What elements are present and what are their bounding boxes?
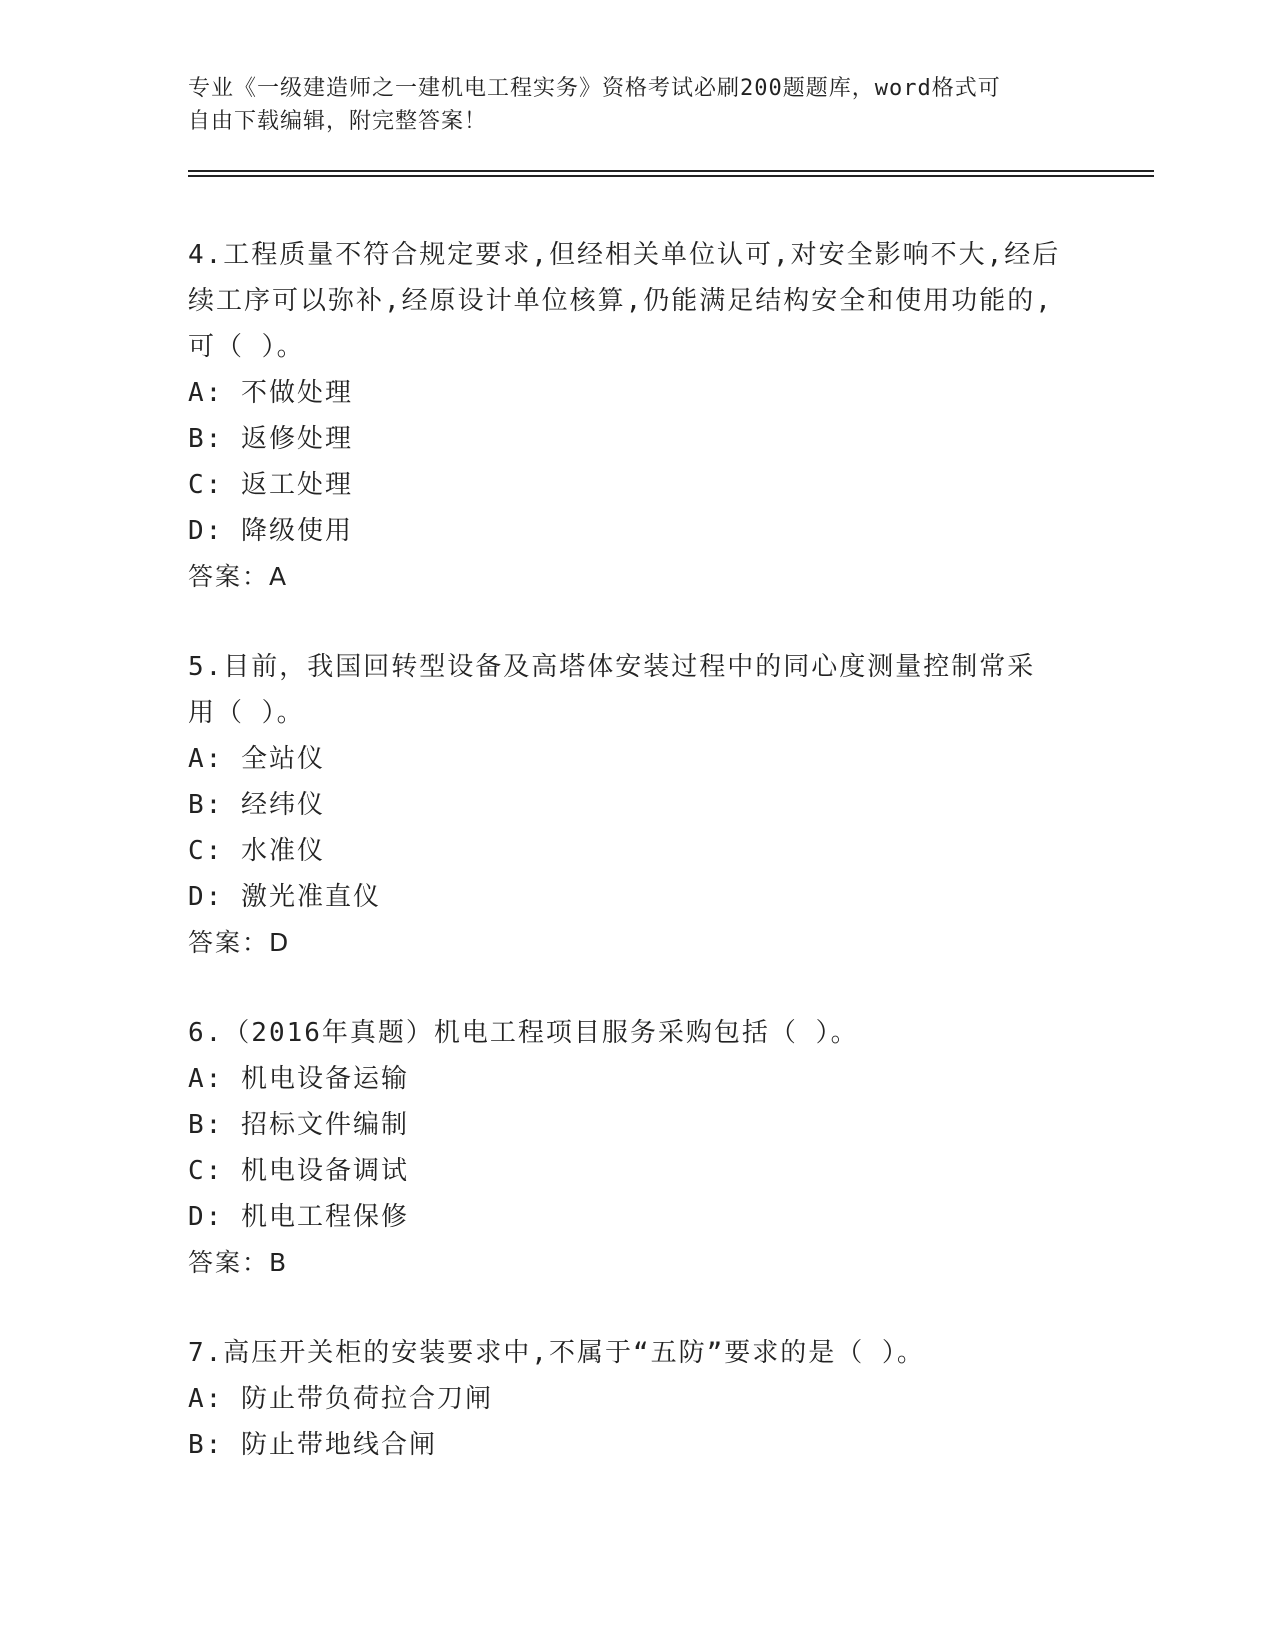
question-stem-line: 4.工程质量不符合规定要求,但经相关单位认可,对安全影响不大,经后 [188,240,1061,270]
question-stem-line: 7.高压开关柜的安装要求中,不属于“五防”要求的是（ ）。 [188,1338,925,1368]
answer: 答案：D [188,928,291,957]
option-c: C: 机电设备调试 [188,1156,409,1186]
question-5 [188,644,1088,966]
answer: 答案：A [188,562,289,591]
document-header [188,72,1088,138]
question-stem-line: 6.（2016年真题）机电工程项目服务采购包括（ ）。 [188,1018,859,1048]
header-divider-top [188,170,1154,172]
option-b: B: 招标文件编制 [188,1110,409,1140]
question-stem-line: 5.目前，我国回转型设备及高塔体安装过程中的同心度测量控制常采 [188,652,1036,682]
option-d: D: 机电工程保修 [188,1202,409,1232]
option-d: D: 降级使用 [188,516,353,546]
answer: 答案：B [188,1248,289,1277]
option-d: D: 激光准直仪 [188,882,381,912]
question-4 [188,232,1088,600]
question-stem-line: 可（ ）。 [188,332,305,362]
option-a: A: 全站仪 [188,744,325,774]
question-6 [188,1010,1088,1286]
question-stem-line: 续工序可以弥补,经原设计单位核算,仍能满足结构安全和使用功能的, [188,286,1053,316]
option-b: B: 经纬仪 [188,790,325,820]
option-b: B: 防止带地线合闸 [188,1430,437,1460]
header-divider-bottom [188,175,1154,177]
option-b: B: 返修处理 [188,424,353,454]
option-a: A: 机电设备运输 [188,1064,409,1094]
option-c: C: 水准仪 [188,836,325,866]
question-stem-line: 用（ ）。 [188,698,305,728]
header-line-1: 专业《一级建造师之一建机电工程实务》资格考试必刷200题题库，word格式可 [188,76,1001,101]
option-a: A: 防止带负荷拉合刀闸 [188,1384,493,1414]
header-line-2: 自由下载编辑，附完整答案！ [188,109,488,134]
option-c: C: 返工处理 [188,470,353,500]
question-7 [188,1330,1088,1468]
question-list [188,232,1088,1512]
option-a: A: 不做处理 [188,378,353,408]
